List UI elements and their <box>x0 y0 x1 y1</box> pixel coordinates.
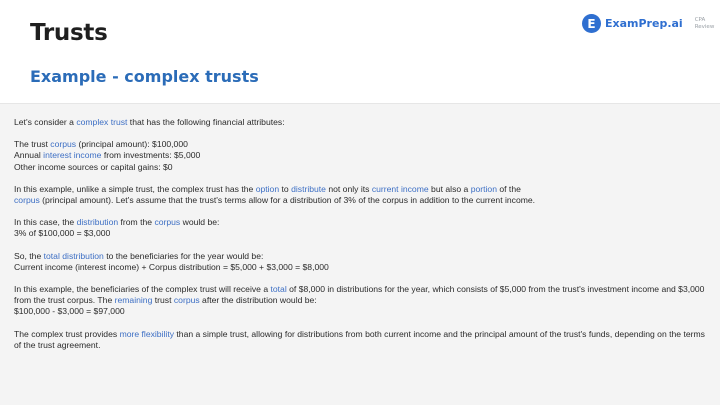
brand-tag <box>695 17 715 31</box>
term-total: total <box>270 284 287 295</box>
content-panel <box>0 103 720 405</box>
term-interest-income: interest income <box>43 150 102 161</box>
paragraph-total-distribution: So, the total distribution to the beneficiaries for the year would be: Current income (interest income) + Corpus distribution = $5,000 + $3,000 = $8,000 <box>14 250 329 272</box>
brand-name: ExamPrep.ai <box>605 17 683 30</box>
page-title: Trusts <box>30 20 108 46</box>
term-distribution: distribution <box>76 217 119 228</box>
term-option: option <box>255 183 280 194</box>
paragraph-intro: Let's consider a complex trust that has the following financial attributes: <box>14 117 285 127</box>
term-remaining: remaining <box>114 295 153 306</box>
brand-tag-line2: Review <box>694 23 715 30</box>
paragraph-option: In this example, unlike a simple trust, the complex trust has the option to distribute not only its current income but also a portion of the corpus (principal amount). Let's assume that the trust's terms allow for a distribution of 3% of the corpus in addition to the current income. <box>14 183 536 206</box>
term-portion: portion <box>470 183 497 194</box>
paragraph-conclusion: The complex trust provides more flexibility than a simple trust, allowing for distributions from both current income and the principal amount of the trust's funds, depending on the terms of the trust agreement. <box>14 328 705 350</box>
brand-logo <box>582 14 714 33</box>
term-corpus: corpus <box>154 217 181 228</box>
term-total-distribution: total distribution <box>43 250 104 261</box>
term-current-income: current income <box>371 183 429 194</box>
term-corpus: corpus <box>14 195 40 206</box>
paragraph-attributes: The trust corpus (principal amount): $100,000 Annual interest income from investments: $5,000 Other income sources or capital gains: $0 <box>14 139 201 172</box>
section-subtitle: Example - complex trusts <box>30 67 259 86</box>
paragraph-remaining-corpus: In this example, the beneficiaries of the complex trust will receive a total of $8,000 in distributions for the year, which consists of $5,000 from the trust's investment income and $3,000 from the trust corpus. The remaining trust corpus after the distribution would be: $100,000 - $3,000 = $97,000 <box>14 284 705 317</box>
content-body <box>14 117 714 362</box>
term-corpus: corpus <box>173 295 200 306</box>
term-distribute: distribute <box>291 183 326 194</box>
paragraph-corpus-distribution: In this case, the distribution from the corpus would be: 3% of $100,000 = $3,000 <box>14 217 220 239</box>
examprep-logo-icon: E <box>582 14 601 33</box>
term-complex-trust: complex trust <box>76 117 128 127</box>
term-corpus: corpus <box>50 139 77 150</box>
term-more-flexibility: more flexibility <box>119 328 175 339</box>
brand-tag-line1: CPA <box>694 16 706 23</box>
